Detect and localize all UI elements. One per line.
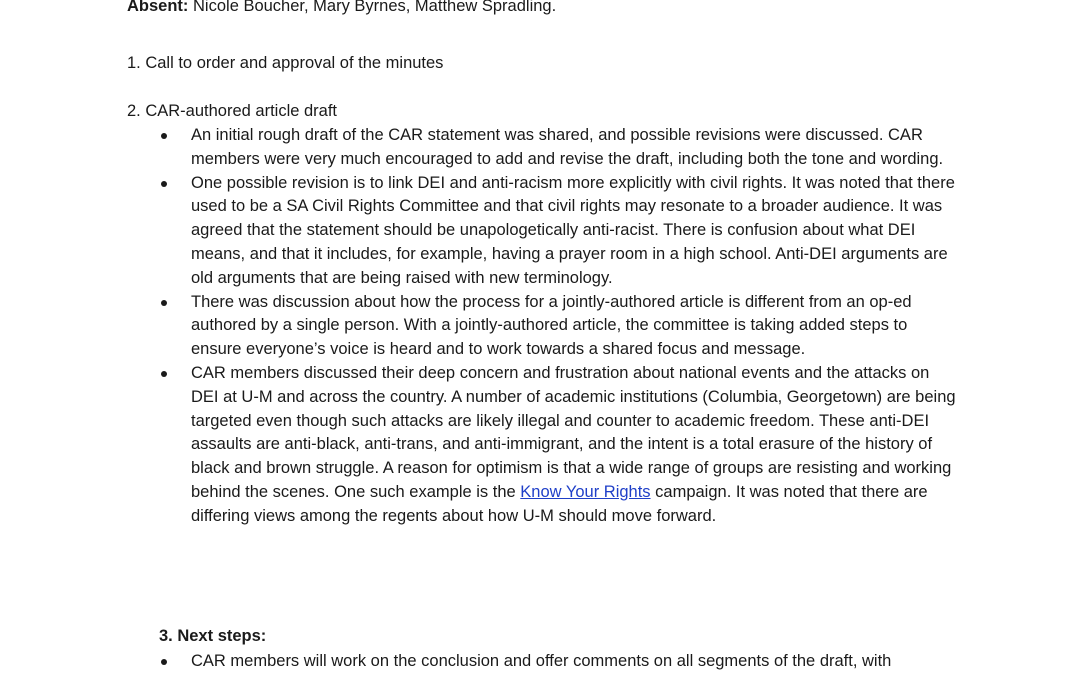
- bullet-text: An initial rough draft of the CAR statement was shared, and possible revisions were discussed. CAR members were very much encouraged to add and revise the draft, including both the tone and wording.: [191, 126, 944, 168]
- list-item: [191, 172, 961, 291]
- item-2-heading: 2. CAR-authored article draft: [127, 102, 338, 120]
- bullet-dot-icon: [161, 659, 167, 665]
- list-item: [191, 124, 961, 172]
- list-item: [191, 362, 961, 529]
- absent-line: [127, 0, 556, 19]
- list-item: [191, 291, 961, 362]
- item-2-bullet-list: [191, 124, 961, 529]
- bullet-text: There was discussion about how the process for a jointly-authored article is different from an op-ed authored by a single person. With a jointly-authored article, the committee is taking added steps to ensure everyone’s voice is heard and to work towards a shared focus and message.: [191, 292, 912, 359]
- bullet-dot-icon: [161, 300, 167, 306]
- bullet-text: CAR members will work on the conclusion and offer comments on all segments of the draft, with: [191, 652, 892, 670]
- bullet-text-after-link: campaign. It was noted that there are differing views among the regents about how U-M should move forward.: [191, 482, 928, 525]
- absent-names: Nicole Boucher, Mary Byrnes, Matthew Spradling.: [193, 0, 557, 15]
- bullet-dot-icon: [161, 181, 167, 187]
- absent-label: Absent:: [127, 0, 189, 15]
- item-3-heading: 3. Next steps:: [159, 627, 267, 645]
- know-your-rights-link[interactable]: Know Your Rights: [520, 482, 651, 501]
- bullet-text: [191, 362, 961, 529]
- bullet-dot-icon: [161, 133, 167, 139]
- bullet-dot-icon: [161, 371, 167, 377]
- bullet-text: One possible revision is to link DEI and anti-racism more explicitly with civil rights. It was noted that there used to be a SA Civil Rights Committee and that civil rights may resonate to a broader audience. It was agreed that the statement should be unapologetically anti-racist. There is confusion about what DEI means, and that it includes, for example, having a prayer room in a high school. Anti-DEI arguments are old arguments that are being raised with new terminology.: [191, 173, 955, 287]
- item-3-bullet-list: [191, 650, 961, 674]
- item-1-heading: 1. Call to order and approval of the minutes: [127, 54, 444, 72]
- list-item: [191, 650, 961, 674]
- bullet-text-before-link: CAR members discussed their deep concern and frustration about national events and the attacks on DEI at U-M and across the country. A number of academic institutions (Columbia, Georgetown) are being targeted even though such attacks are likely illegal and counter to academic freedom. These anti-DEI assaults are anti-black, anti-trans, and anti-immigrant, and the intent is a total erasure of the history of black and brown struggle. A reason for optimism is that a wide range of groups are resisting and working behind the scenes. One such example is the: [191, 363, 956, 501]
